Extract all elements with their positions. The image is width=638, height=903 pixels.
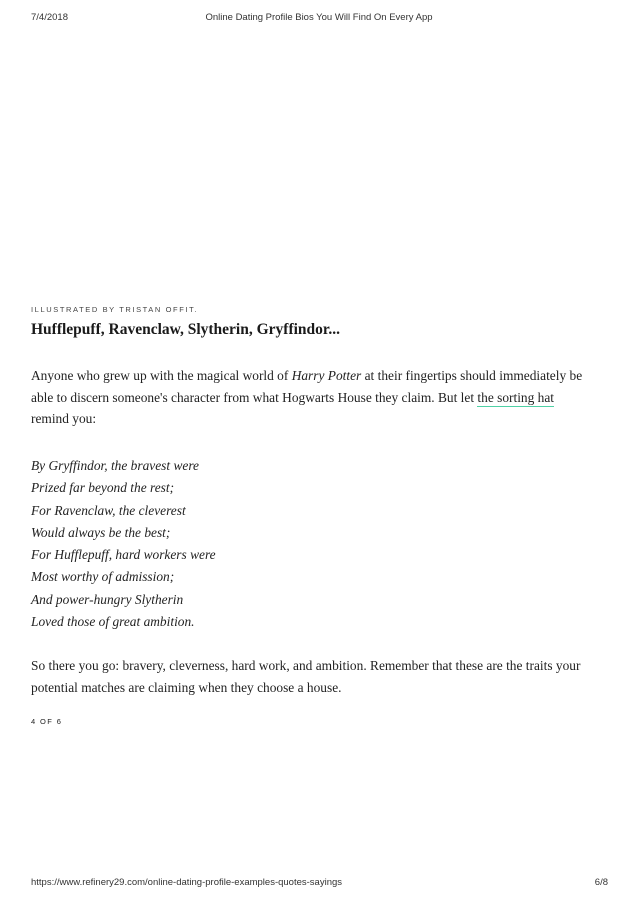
print-url: https://www.refinery29.com/online-dating-profile-examples-quotes-sayings [31, 877, 343, 888]
print-date: 7/4/2018 [31, 12, 68, 23]
poem-line: Loved those of great ambition. [31, 614, 195, 630]
poem-line: And power-hungry Slytherin [31, 591, 184, 607]
intro-text-start: Anyone who grew up with the magical world of [31, 368, 292, 383]
closing-paragraph: So there you go: bravery, cleverness, hard work, and ambition. Remember that these are the traits your potential matches are claiming when they choose a house. [31, 658, 581, 695]
intro-text-end: remind you: [31, 411, 97, 426]
sorting-hat-poem [31, 455, 591, 633]
slide-counter: 4 OF 6 [31, 717, 63, 726]
poem-line: For Hufflepuff, hard workers were [31, 547, 216, 563]
image-credit: ILLUSTRATED BY TRISTAN OFFIT. [31, 305, 199, 314]
illustration-area [31, 40, 607, 295]
poem-line: By Gryffindor, the bravest were [31, 458, 199, 473]
print-page-title: Online Dating Profile Bios You Will Find On Every App [205, 12, 433, 23]
print-footer [0, 877, 638, 891]
poem-line: Prized far beyond the rest; [31, 480, 175, 496]
sorting-hat-link[interactable]: the sorting hat [477, 389, 555, 405]
intro-text-middle: at their fingertips should immediately be able to discern someone's character from what Hogwarts House they claim. But let [31, 368, 583, 405]
intro-paragraph [31, 365, 591, 430]
poem-line: Would always be the best; [31, 524, 171, 540]
print-page-number: 6/8 [594, 877, 608, 888]
section-heading: Hufflepuff, Ravenclaw, Slytherin, Gryffindor... [31, 321, 341, 338]
book-title: Harry Potter [291, 368, 362, 383]
poem-line: For Ravenclaw, the cleverest [31, 502, 186, 518]
poem-line: Most worthy of admission; [31, 569, 175, 585]
print-header [0, 12, 638, 26]
